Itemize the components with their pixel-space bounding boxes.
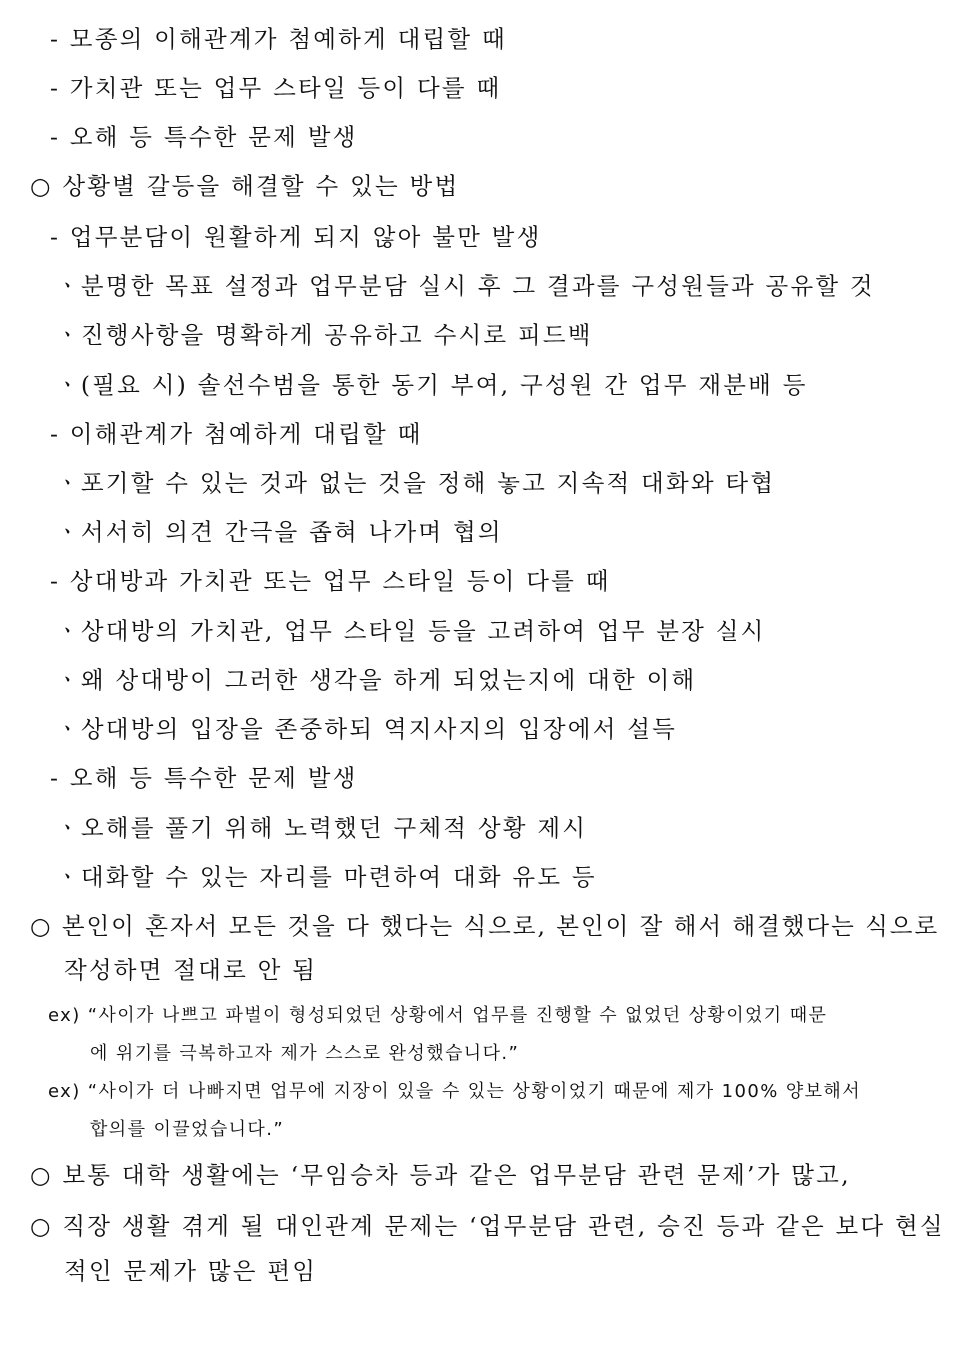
text-line: - 가치관 또는 업무 스타일 등이 다를 때 <box>50 74 502 102</box>
example-quote: ex) “사이가 더 나빠지면 업무에 지장이 있을 수 있는 상황이었기 때문에 제가 100% 양보해서 <box>48 1081 861 1102</box>
text-line: - 모종의 이해관계가 첨예하게 대립할 때 <box>50 25 507 53</box>
bullet-item: ㆍ분명한 목표 설정과 업무분담 실시 후 그 결과를 구성원들과 공유할 것 <box>56 272 875 300</box>
section-heading: ○ 본인이 혼자서 모든 것을 다 했다는 식으로, 본인이 잘 해서 해결했다는 식으로 <box>30 912 940 940</box>
text-line: - 이해관계가 첨예하게 대립할 때 <box>50 420 423 448</box>
bullet-item: ㆍ서서히 의견 간극을 좁혀 나가며 협의 <box>56 518 503 546</box>
bullet-item: ㆍ포기할 수 있는 것과 없는 것을 정해 놓고 지속적 대화와 타협 <box>56 469 776 497</box>
text-line: - 상대방과 가치관 또는 업무 스타일 등이 다를 때 <box>50 567 611 595</box>
section-heading: ○ 상황별 갈등을 해결할 수 있는 방법 <box>30 172 460 200</box>
example-quote-continuation: 에 위기를 극복하고자 제가 스스로 완성했습니다.” <box>90 1043 520 1064</box>
example-quote-continuation: 합의를 이끌었습니다.” <box>90 1119 285 1140</box>
example-quote: ex) “사이가 나쁘고 파벌이 형성되었던 상황에서 업무를 진행할 수 없었던 상황이었기 때문 <box>48 1005 828 1026</box>
text-line: - 오해 등 특수한 문제 발생 <box>50 764 358 792</box>
section-heading-continuation: 적인 문제가 많은 편임 <box>64 1257 318 1285</box>
bullet-item: ㆍ왜 상대방이 그러한 생각을 하게 되었는지에 대한 이해 <box>56 666 697 694</box>
text-line: - 오해 등 특수한 문제 발생 <box>50 123 358 151</box>
bullet-item: ㆍ오해를 풀기 위해 노력했던 구체적 상황 제시 <box>56 814 588 842</box>
text-line: - 업무분담이 원활하게 되지 않아 불만 발생 <box>50 223 542 251</box>
bullet-item: ㆍ진행사항을 명확하게 공유하고 수시로 피드백 <box>56 321 593 349</box>
bullet-item: ㆍ상대방의 입장을 존중하되 역지사지의 입장에서 설득 <box>56 715 678 743</box>
section-heading: ○ 직장 생활 겪게 될 대인관계 문제는 ‘업무분담 관련, 승진 등과 같은 보다 현실 <box>30 1212 945 1240</box>
bullet-item: ㆍ(필요 시) 솔선수범을 통한 동기 부여, 구성원 간 업무 재분배 등 <box>56 371 808 399</box>
bullet-item: ㆍ대화할 수 있는 자리를 마련하여 대화 유도 등 <box>56 863 597 891</box>
section-heading: ○ 보통 대학 생활에는 ‘무임승차 등과 같은 업무분담 관련 문제’가 많고, <box>30 1161 851 1189</box>
bullet-item: ㆍ상대방의 가치관, 업무 스타일 등을 고려하여 업무 분장 실시 <box>56 617 766 645</box>
section-heading-continuation: 작성하면 절대로 안 됨 <box>64 956 318 984</box>
